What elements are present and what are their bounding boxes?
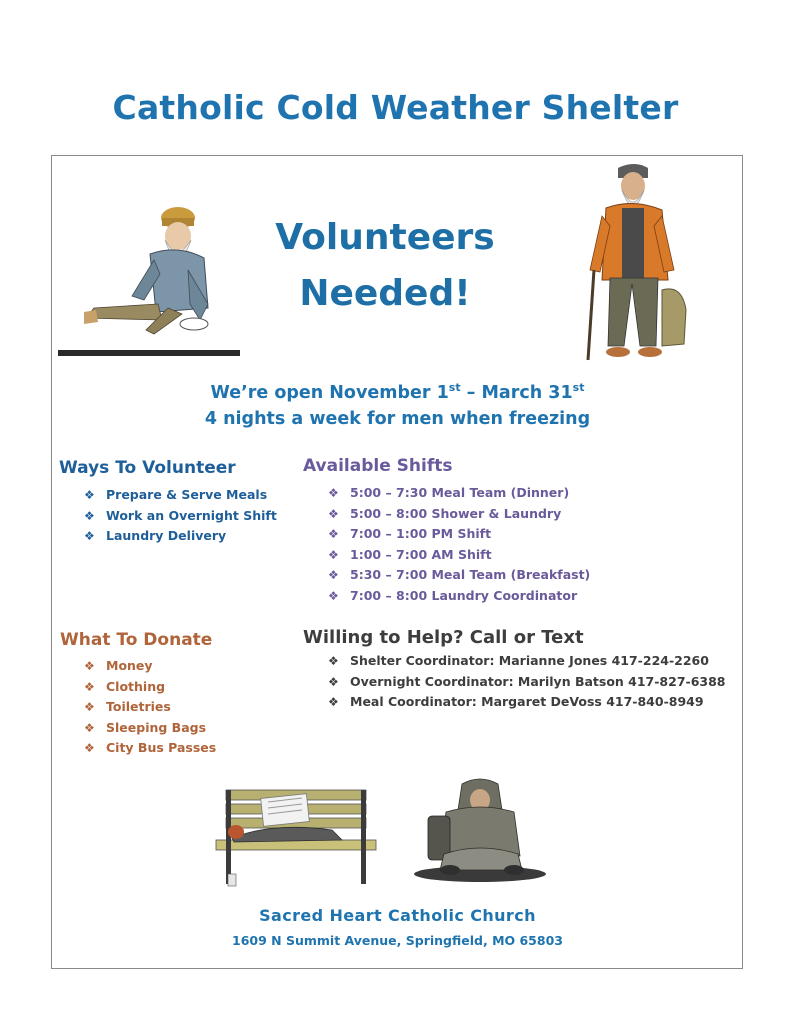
diamond-bullet-icon: ❖ xyxy=(84,529,95,543)
diamond-bullet-icon: ❖ xyxy=(328,654,339,668)
what-to-donate-heading: What To Donate xyxy=(60,630,213,650)
list-item: ❖ Clothing xyxy=(80,677,216,698)
superscript-st: st xyxy=(448,381,461,395)
nights-per-week: 4 nights a week for men when freezing xyxy=(204,409,591,429)
diamond-bullet-icon: ❖ xyxy=(84,508,95,523)
list-item: ❖ 5:00 – 7:30 Meal Team (Dinner) xyxy=(324,483,590,504)
list-item: ❖ Prepare & Serve Meals xyxy=(80,485,277,506)
list-item: ❖ Sleeping Bags xyxy=(80,718,216,739)
diamond-bullet-icon: ❖ xyxy=(328,588,339,603)
list-item: ❖ Shelter Coordinator: Marianne Jones 417-224-2260 xyxy=(324,651,726,672)
diamond-bullet-icon: ❖ xyxy=(84,488,95,502)
superscript-st: st xyxy=(572,381,585,395)
list-item: ❖ 5:30 – 7:00 Meal Team (Breakfast) xyxy=(324,565,590,586)
diamond-bullet-icon: ❖ xyxy=(84,659,95,673)
list-item: ❖ Toiletries xyxy=(80,697,216,718)
list-item: ❖ Money xyxy=(80,656,216,677)
available-shifts-list xyxy=(324,483,590,606)
contacts-list xyxy=(324,651,726,713)
diamond-bullet-icon: ❖ xyxy=(84,720,95,735)
ways-to-volunteer-heading: Ways To Volunteer xyxy=(59,458,236,478)
list-item: ❖ Meal Coordinator: Margaret DeVoss 417-840-8949 xyxy=(324,692,726,713)
list-item: ❖ City Bus Passes xyxy=(80,738,216,759)
list-item: ❖ Work an Overnight Shift xyxy=(80,506,277,527)
sitting-man-illustration xyxy=(58,200,240,362)
list-item: ❖ Overnight Coordinator: Marilyn Batson 417-827-6388 xyxy=(324,672,726,693)
list-item: ❖ 5:00 – 8:00 Shower & Laundry xyxy=(324,504,590,525)
open-dates-end: – March 31 xyxy=(460,383,573,403)
list-item: ❖ 7:00 – 1:00 PM Shift xyxy=(324,524,590,545)
diamond-bullet-icon: ❖ xyxy=(328,695,339,709)
diamond-bullet-icon: ❖ xyxy=(328,674,339,689)
diamond-bullet-icon: ❖ xyxy=(84,679,95,694)
flyer-title: Catholic Cold Weather Shelter xyxy=(112,88,679,127)
schedule-block xyxy=(170,380,625,432)
open-dates xyxy=(170,380,625,406)
willing-to-help-heading: Willing to Help? Call or Text xyxy=(303,627,584,648)
diamond-bullet-icon: ❖ xyxy=(328,568,339,582)
diamond-bullet-icon: ❖ xyxy=(84,741,95,755)
church-name: Sacred Heart Catholic Church xyxy=(259,906,536,925)
diamond-bullet-icon: ❖ xyxy=(328,527,339,541)
list-item: ❖ Laundry Delivery xyxy=(80,526,277,547)
standing-man-illustration xyxy=(578,160,700,372)
what-to-donate-list xyxy=(80,656,216,759)
available-shifts-heading: Available Shifts xyxy=(303,456,453,476)
list-item: ❖ 1:00 – 7:00 AM Shift xyxy=(324,545,590,566)
open-dates-start: We’re open November 1 xyxy=(210,383,449,403)
headline-line-2: Needed! xyxy=(299,273,471,314)
diamond-bullet-icon: ❖ xyxy=(84,700,95,714)
church-address: 1609 N Summit Avenue, Springfield, MO 65803 xyxy=(232,933,563,948)
volunteers-needed-headline xyxy=(240,210,530,322)
headline-line-1: Volunteers xyxy=(275,217,495,258)
diamond-bullet-icon: ❖ xyxy=(328,506,339,521)
bench-sleeper-illustration xyxy=(212,782,380,892)
diamond-bullet-icon: ❖ xyxy=(328,486,339,500)
list-item: ❖ 7:00 – 8:00 Laundry Coordinator xyxy=(324,586,590,607)
diamond-bullet-icon: ❖ xyxy=(328,547,339,562)
hooded-man-illustration xyxy=(410,776,550,882)
ways-to-volunteer-list xyxy=(80,485,277,547)
